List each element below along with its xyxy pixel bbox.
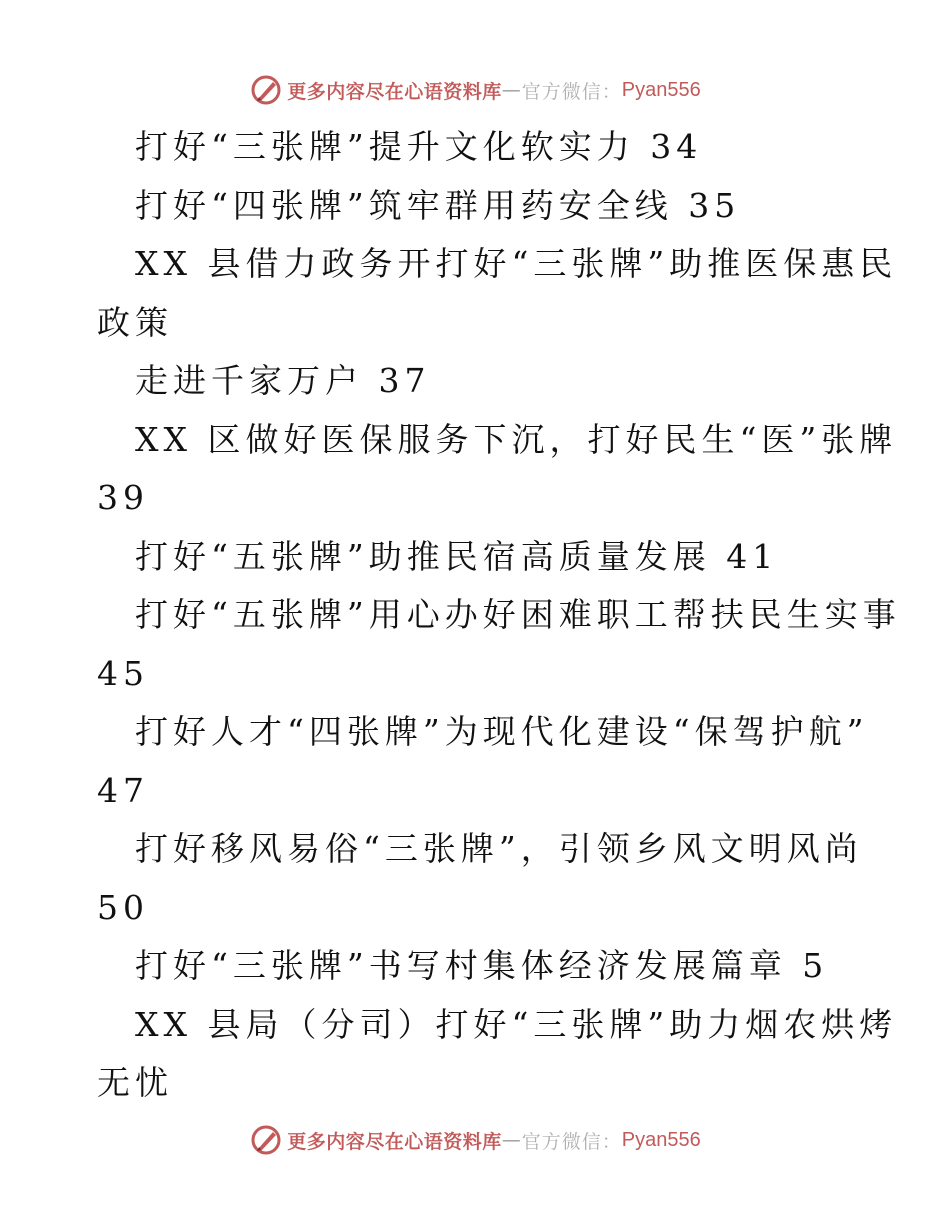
watermark-wechat-id: Pyan556	[621, 1128, 701, 1151]
toc-line: 打好“三张牌”书写村集体经济发展篇章 5	[135, 946, 829, 985]
watermark-wechat-label: 官方微信：	[521, 80, 622, 103]
toc-line: 打好人才“四张牌”为现代化建设“保驾护航”	[135, 712, 869, 751]
toc-line: 47	[97, 770, 149, 810]
toc-line: 打好“四张牌”筑牢群用药安全线 35	[135, 185, 741, 225]
watermark-dash: —	[501, 1129, 522, 1151]
toc-line: 打好“五张牌”用心办好困难职工帮扶民生实事	[135, 595, 901, 634]
toc-line: XX 县借力政务开打好“三张牌”助推医保惠民	[135, 244, 898, 283]
watermark-wechat-label: 官方微信：	[521, 1130, 622, 1153]
toc-line: 打好“三张牌”提升文化软实力 34	[135, 127, 703, 166]
toc-line: 打好移风易俗“三张牌”，引领乡风文明风尚	[135, 829, 863, 868]
header-watermark	[0, 70, 950, 110]
toc-line: XX 区做好医保服务下沉，打好民生“医”张牌	[135, 419, 898, 459]
toc-line: XX 县局（分司）打好“三张牌”助力烟农烘烤	[135, 1004, 898, 1044]
toc-line: 39	[97, 478, 149, 517]
footer-watermark	[0, 1120, 950, 1160]
pen-logo-icon	[249, 1123, 283, 1157]
toc-line: 政策	[97, 302, 173, 342]
toc-line: 45	[97, 653, 149, 693]
pen-logo-icon	[249, 73, 283, 107]
toc-list	[97, 118, 901, 1113]
watermark-site-text: 更多内容尽在心语资料库	[287, 1130, 502, 1153]
toc-line: 走进千家万户 37	[135, 361, 431, 400]
watermark-site-text: 更多内容尽在心语资料库	[287, 80, 502, 103]
watermark-dash: —	[501, 79, 522, 101]
toc-line: 打好“五张牌”助推民宿高质量发展 41	[135, 536, 779, 576]
toc-line: 50	[97, 887, 149, 927]
toc-line: 无忧	[97, 1063, 173, 1102]
watermark-wechat-id: Pyan556	[621, 78, 701, 101]
